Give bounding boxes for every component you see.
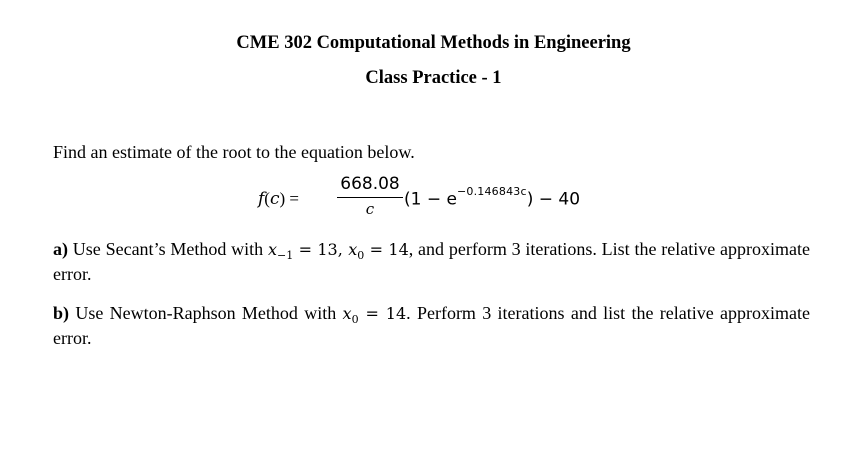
equation-fraction (337, 174, 403, 218)
lhs-open-paren: ( (264, 189, 270, 208)
equals-sign: = (285, 189, 304, 208)
part-b-text-1: Use Newton-Raphson Method with (69, 303, 343, 323)
part-a-label: a) (53, 239, 68, 259)
rhs-paren-close: ) − 40 (526, 189, 581, 210)
fraction-numerator: 668.08 (340, 174, 400, 194)
part-b-eq-1: = 14 (358, 304, 407, 323)
intro-paragraph: Find an estimate of the root to the equation below. (53, 142, 415, 162)
function-symbol: f (258, 189, 265, 209)
lhs-close-paren: ) (279, 189, 286, 208)
rhs-paren-open: (1 − e (404, 189, 457, 210)
exponent: −0.146843c (456, 185, 527, 198)
part-b-label: b) (53, 303, 70, 323)
part-a-var-1: x (267, 240, 277, 259)
part-a-eq-1: = 13, (293, 240, 349, 259)
part-a-text-2: , and perform 3 iterations. List the relative approximate error. (53, 239, 810, 284)
part-b-paragraph (53, 301, 810, 350)
part-b-var-1: x (342, 304, 352, 323)
part-a-sub-1: −1 (276, 249, 294, 262)
part-a-eq-2: = 14 (364, 240, 409, 259)
fraction-bar (337, 197, 403, 198)
part-a-sub-2: 0 (357, 249, 365, 262)
document-subtitle: Class Practice - 1 (365, 68, 502, 88)
part-a-paragraph (53, 237, 810, 286)
document-title: CME 302 Computational Methods in Engineering (236, 33, 631, 53)
lhs-variable: c (269, 189, 280, 209)
part-b-sub-1: 0 (351, 313, 359, 326)
equation-rhs (404, 185, 581, 210)
part-a-var-2: x (348, 240, 358, 259)
equation-lhs (258, 189, 303, 209)
part-a-text-1: Use Secant’s Method with (68, 239, 268, 259)
part-b-text-2: . Perform 3 iterations and list the relative approximate error. (53, 303, 810, 348)
fraction-denominator: c (365, 200, 375, 218)
